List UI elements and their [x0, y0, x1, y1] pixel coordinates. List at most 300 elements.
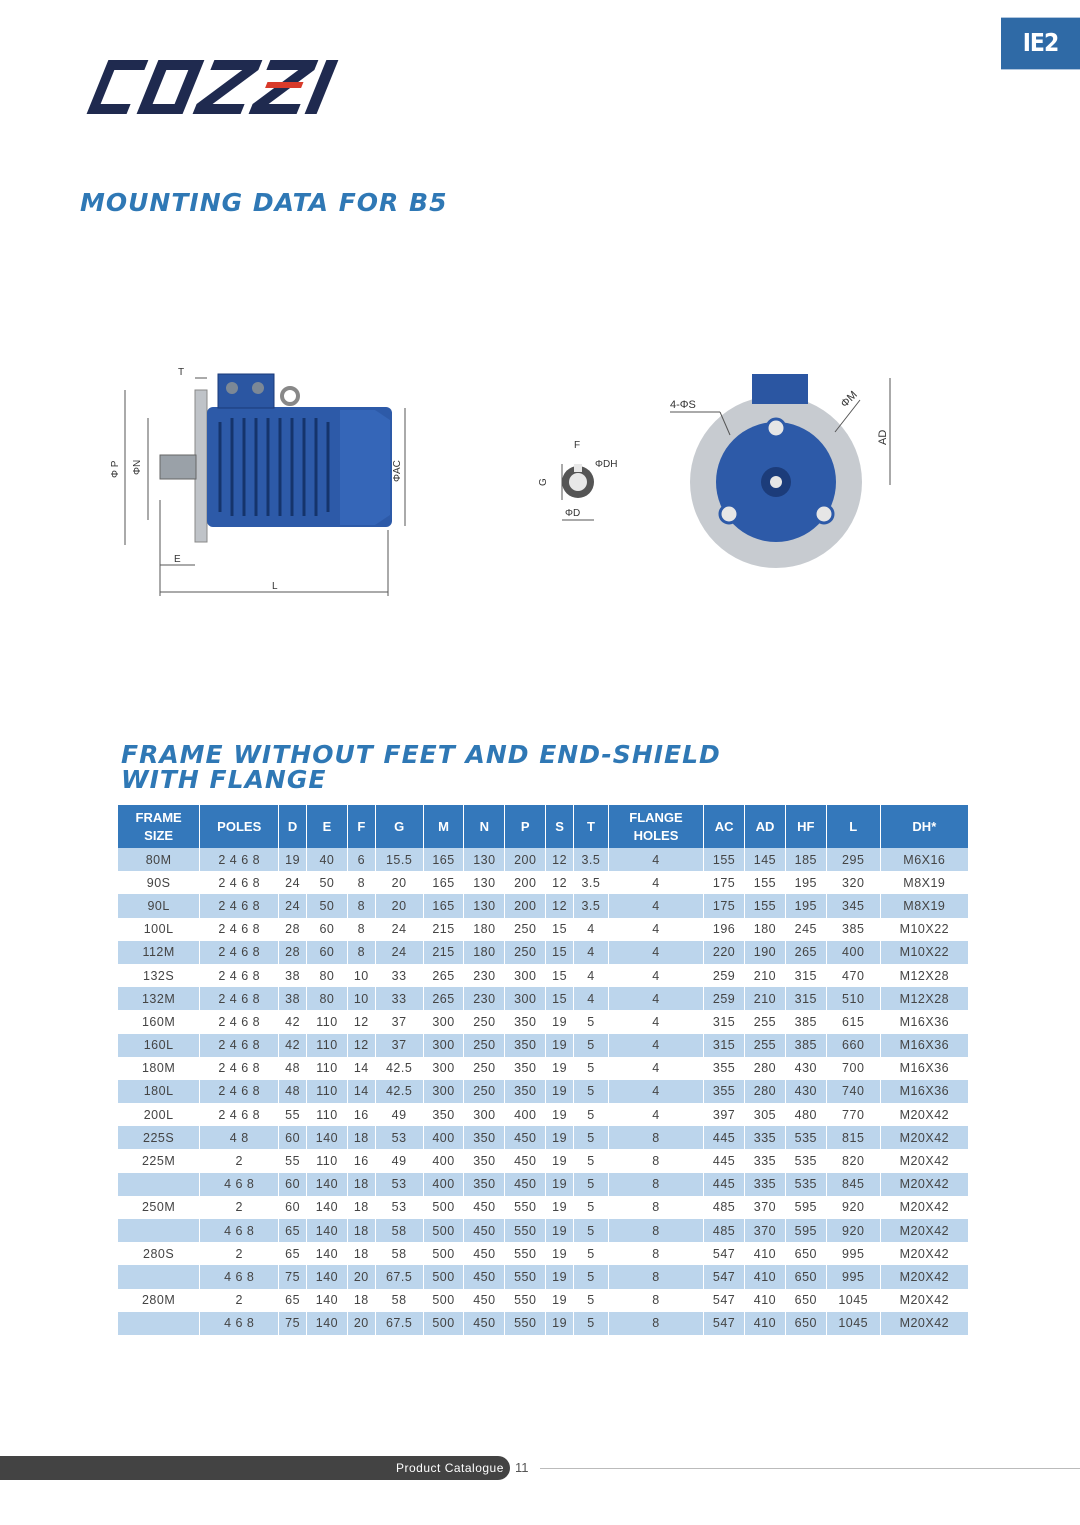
table-cell: 2 4 6 8 — [200, 918, 279, 941]
table-cell: 16 — [347, 1149, 375, 1172]
table-cell: 145 — [745, 848, 786, 871]
table-row — [118, 918, 968, 941]
table-cell: 595 — [785, 1196, 826, 1219]
table-cell: 450 — [505, 1173, 546, 1196]
table-cell: 550 — [505, 1289, 546, 1312]
table-cell: 180 — [464, 918, 505, 941]
table-cell: 5 — [574, 1219, 609, 1242]
table-cell: 350 — [464, 1126, 505, 1149]
table-cell: 485 — [704, 1196, 745, 1219]
cozzi-logo — [80, 56, 360, 118]
table-cell: 510 — [826, 987, 880, 1010]
table-cell: 48 — [279, 1080, 307, 1103]
table-cell: 19 — [546, 1149, 574, 1172]
table-cell: 130 — [464, 848, 505, 871]
table-cell: 845 — [826, 1173, 880, 1196]
table-cell: 8 — [347, 941, 375, 964]
table-cell: 65 — [279, 1242, 307, 1265]
table-cell: 90S — [146, 875, 171, 890]
table-cell: M20X42 — [880, 1242, 968, 1265]
table-cell: 650 — [785, 1312, 826, 1335]
table-cell: M20X42 — [880, 1265, 968, 1288]
table-cell: 18 — [347, 1173, 375, 1196]
table-cell: 215 — [423, 918, 464, 941]
table-cell: 355 — [704, 1057, 745, 1080]
table-cell: 132S — [143, 968, 175, 983]
table-cell: 300 — [423, 1010, 464, 1033]
table-cell: 410 — [745, 1312, 786, 1335]
table-cell: 2 4 6 8 — [200, 1010, 279, 1033]
table-cell: 110 — [307, 1149, 348, 1172]
table-cell: 920 — [826, 1219, 880, 1242]
table-cell: 385 — [785, 1034, 826, 1057]
table-cell: 2 4 6 8 — [200, 1103, 279, 1126]
table-cell: 38 — [279, 964, 307, 987]
table-cell: 3.5 — [574, 871, 609, 894]
table-cell: 995 — [826, 1242, 880, 1265]
table-cell: 500 — [423, 1242, 464, 1265]
svg-text:ΦD: ΦD — [565, 508, 581, 519]
table-cell: 40 — [307, 848, 348, 871]
table-row — [118, 1173, 968, 1196]
table-cell: 28 — [279, 918, 307, 941]
table-cell: 230 — [464, 964, 505, 987]
table-cell: 4 — [574, 918, 609, 941]
table-cell: M16X36 — [880, 1034, 968, 1057]
table-cell: 2 4 6 8 — [200, 848, 279, 871]
table-cell: 550 — [505, 1242, 546, 1265]
table-cell: 20 — [375, 894, 423, 917]
table-cell: 58 — [375, 1219, 423, 1242]
table-row — [118, 1126, 968, 1149]
table-cell: 2 4 6 8 — [200, 1080, 279, 1103]
table-cell: 75 — [279, 1312, 307, 1335]
table-cell: M20X42 — [880, 1173, 968, 1196]
table-cell: 350 — [505, 1057, 546, 1080]
table-cell: 335 — [745, 1149, 786, 1172]
table-cell: 67.5 — [375, 1265, 423, 1288]
table-cell: 5 — [574, 1126, 609, 1149]
table-cell: M16X36 — [880, 1057, 968, 1080]
table-cell: 547 — [704, 1242, 745, 1265]
table-cell: 5 — [574, 1265, 609, 1288]
table-cell: 12 — [546, 848, 574, 871]
table-row — [118, 1312, 968, 1335]
table-cell: 480 — [785, 1103, 826, 1126]
table-cell: 90L — [118, 894, 200, 917]
table-cell: 650 — [785, 1289, 826, 1312]
table-cell: M6X16 — [880, 848, 968, 871]
table-cell: 250 — [464, 1080, 505, 1103]
table-cell: 5 — [574, 1034, 609, 1057]
table-row — [118, 1265, 968, 1288]
table-cell: 400 — [826, 941, 880, 964]
column-header: AD — [745, 805, 786, 848]
table-cell: 19 — [546, 1196, 574, 1219]
table-cell: 65 — [279, 1219, 307, 1242]
table-cell: 15.5 — [375, 848, 423, 871]
table-cell: 6 — [347, 848, 375, 871]
table-cell: 180L — [118, 1080, 200, 1103]
table-cell: 155 — [704, 848, 745, 871]
table-cell: 18 — [347, 1289, 375, 1312]
table-cell: 815 — [826, 1126, 880, 1149]
table-row — [118, 1080, 968, 1103]
table-cell: 8 — [608, 1219, 703, 1242]
table-cell: 5 — [574, 1010, 609, 1033]
table-cell: 3.5 — [574, 848, 609, 871]
table-cell: 15 — [546, 941, 574, 964]
table-cell: 1045 — [826, 1289, 880, 1312]
table-cell: 250 — [464, 1010, 505, 1033]
table-cell: 33 — [375, 964, 423, 987]
table-cell: 60 — [279, 1173, 307, 1196]
table-cell: 535 — [785, 1149, 826, 1172]
table-cell: 24 — [279, 871, 307, 894]
column-header: AC — [704, 805, 745, 848]
table-cell: 4 — [574, 941, 609, 964]
column-header: HF — [785, 805, 826, 848]
table-cell: 19 — [279, 848, 307, 871]
table-cell: 50 — [307, 894, 348, 917]
table-cell: 49 — [375, 1149, 423, 1172]
table-cell: 2 4 6 8 — [200, 1057, 279, 1080]
table-cell: 4 — [608, 1057, 703, 1080]
table-cell: 200 — [505, 871, 546, 894]
ie2-badge: IE2 — [1001, 18, 1080, 70]
table-cell: M20X42 — [880, 1312, 968, 1335]
table-cell: 10 — [347, 987, 375, 1010]
table-cell: 5 — [574, 1312, 609, 1335]
table-cell: 19 — [546, 1242, 574, 1265]
table-cell: 80 — [307, 987, 348, 1010]
table-cell: 445 — [704, 1126, 745, 1149]
table-cell: 8 — [608, 1126, 703, 1149]
table-cell: 485 — [704, 1219, 745, 1242]
table-cell — [118, 1265, 200, 1288]
footer-divider — [540, 1468, 1080, 1469]
table-cell: 38 — [279, 987, 307, 1010]
table-cell: 19 — [546, 1034, 574, 1057]
table-cell: M16X36 — [880, 1010, 968, 1033]
table-cell: M20X42 — [880, 1219, 968, 1242]
table-cell: M12X28 — [880, 987, 968, 1010]
table-cell: 2 — [200, 1149, 279, 1172]
table-cell: 12 — [546, 894, 574, 917]
table-cell: 15 — [546, 987, 574, 1010]
table-cell: 37 — [375, 1034, 423, 1057]
table-cell: 18 — [347, 1126, 375, 1149]
table-cell: 112M — [118, 941, 200, 964]
column-header: FRAME SIZE — [118, 805, 200, 848]
table-cell: 920 — [826, 1196, 880, 1219]
table-cell: 315 — [785, 964, 826, 987]
table-cell: M10X22 — [880, 918, 968, 941]
table-cell: 20 — [375, 871, 423, 894]
column-header: E — [307, 805, 348, 848]
table-cell: 10 — [347, 964, 375, 987]
svg-text:Φ P: Φ P — [110, 460, 121, 478]
table-cell: 350 — [464, 1149, 505, 1172]
table-cell: 370 — [745, 1219, 786, 1242]
table-cell: 18 — [347, 1196, 375, 1219]
table-row — [118, 1010, 968, 1033]
table-row — [118, 941, 968, 964]
table-cell: 300 — [423, 1034, 464, 1057]
svg-text:AD: AD — [877, 429, 889, 445]
table-cell: 255 — [745, 1010, 786, 1033]
table-cell: 180 — [745, 918, 786, 941]
table-cell: 19 — [546, 1173, 574, 1196]
table-cell: 350 — [464, 1173, 505, 1196]
table-cell: 2 — [200, 1289, 279, 1312]
table-cell: 280 — [745, 1080, 786, 1103]
table-cell: 19 — [546, 1010, 574, 1033]
table-cell: 4 — [574, 964, 609, 987]
table-cell: 280M — [141, 1293, 176, 1308]
table-cell: 4 — [608, 1103, 703, 1126]
table-cell: 220 — [704, 941, 745, 964]
table-cell: 400 — [423, 1173, 464, 1196]
table-header-row — [118, 805, 968, 848]
table-cell: 320 — [826, 871, 880, 894]
table-cell: 58 — [375, 1289, 423, 1312]
table-row — [118, 987, 968, 1010]
table-cell: 130 — [464, 871, 505, 894]
table-cell: 350 — [505, 1034, 546, 1057]
table-cell: 12 — [347, 1034, 375, 1057]
table-cell: 24 — [279, 894, 307, 917]
table-cell: 165 — [423, 848, 464, 871]
table-cell: 195 — [785, 894, 826, 917]
table-cell: 42 — [279, 1034, 307, 1057]
frame-title-line2: WITH FLANGE — [121, 765, 327, 794]
table-cell: 445 — [704, 1149, 745, 1172]
logo-text: COZZI — [80, 116, 83, 117]
table-cell: 250 — [464, 1057, 505, 1080]
table-cell: 140 — [307, 1126, 348, 1149]
column-header: L — [826, 805, 880, 848]
table-cell: 700 — [826, 1057, 880, 1080]
table-cell: 770 — [826, 1103, 880, 1126]
table-cell: 14 — [347, 1080, 375, 1103]
table-cell: 250 — [505, 941, 546, 964]
column-header: G — [375, 805, 423, 848]
table-cell: 400 — [423, 1126, 464, 1149]
table-cell: 595 — [785, 1219, 826, 1242]
table-cell: 14 — [347, 1057, 375, 1080]
table-cell: 355 — [704, 1080, 745, 1103]
table-cell: 185 — [785, 848, 826, 871]
table-cell: 2 4 6 8 — [200, 964, 279, 987]
table-cell: 18 — [347, 1219, 375, 1242]
table-cell: 20 — [347, 1265, 375, 1288]
table-cell: 4 6 8 — [200, 1219, 279, 1242]
table-cell: 4 — [608, 1034, 703, 1057]
table-cell: 132M — [118, 987, 200, 1010]
frame-title — [121, 742, 721, 792]
table-cell: 300 — [505, 964, 546, 987]
table-cell: 500 — [423, 1312, 464, 1335]
table-cell: 8 — [608, 1149, 703, 1172]
table-cell: 250 — [505, 918, 546, 941]
table-cell: 19 — [546, 1103, 574, 1126]
table-cell: 265 — [785, 941, 826, 964]
table-cell: 42 — [279, 1010, 307, 1033]
table-cell: 12 — [347, 1010, 375, 1033]
table-row — [118, 1196, 968, 1219]
table-cell: 155 — [745, 894, 786, 917]
table-cell: M20X42 — [880, 1126, 968, 1149]
table-cell: 19 — [546, 1126, 574, 1149]
table-row — [118, 1057, 968, 1080]
table-cell: 820 — [826, 1149, 880, 1172]
table-cell: 547 — [704, 1265, 745, 1288]
table-cell: 5 — [574, 1057, 609, 1080]
table-cell: 4 8 — [200, 1126, 279, 1149]
table-cell: 210 — [745, 964, 786, 987]
table-cell: 740 — [826, 1080, 880, 1103]
motor-side-view — [160, 374, 392, 542]
table-cell: 265 — [423, 964, 464, 987]
mounting-data-table — [118, 805, 968, 1335]
table-cell: 259 — [704, 964, 745, 987]
table-cell: 250M — [141, 1200, 176, 1215]
table-cell: 200 — [505, 894, 546, 917]
table-cell: 500 — [423, 1196, 464, 1219]
table-cell: 470 — [826, 964, 880, 987]
svg-text:T: T — [178, 367, 185, 378]
table-cell: 15 — [546, 964, 574, 987]
table-cell: 24 — [375, 918, 423, 941]
table-cell: 410 — [745, 1242, 786, 1265]
table-row — [118, 848, 968, 871]
table-cell: 165 — [423, 871, 464, 894]
column-header: M — [423, 805, 464, 848]
table-cell: 500 — [423, 1265, 464, 1288]
table-cell: 15 — [546, 918, 574, 941]
table-cell: 280S — [143, 1246, 175, 1261]
table-cell: M20X42 — [880, 1103, 968, 1126]
table-cell: 2 — [200, 1196, 279, 1219]
svg-text:ΦAC: ΦAC — [392, 460, 403, 482]
table-cell: 4 — [608, 848, 703, 871]
table-cell: 65 — [279, 1289, 307, 1312]
table-cell: 60 — [307, 918, 348, 941]
table-cell: 995 — [826, 1265, 880, 1288]
table-cell: 450 — [464, 1242, 505, 1265]
svg-text:ΦDH: ΦDH — [595, 459, 618, 470]
table-row — [118, 894, 968, 917]
table-cell: 250 — [464, 1034, 505, 1057]
table-cell: 5 — [574, 1289, 609, 1312]
table-cell: 24 — [375, 941, 423, 964]
table-cell: 55 — [279, 1149, 307, 1172]
table-cell: 350 — [505, 1080, 546, 1103]
table-row — [118, 1149, 968, 1172]
table-cell: 80M — [118, 848, 200, 871]
table-cell: 2 4 6 8 — [200, 941, 279, 964]
table-cell: 18 — [347, 1242, 375, 1265]
svg-text:4-ΦS: 4-ΦS — [670, 399, 696, 411]
table-cell: 19 — [546, 1265, 574, 1288]
table-cell: 58 — [375, 1242, 423, 1265]
table-row — [118, 1289, 968, 1312]
column-header: D — [279, 805, 307, 848]
svg-text:ΦN: ΦN — [132, 459, 143, 475]
table-cell: 140 — [307, 1289, 348, 1312]
table-cell: 295 — [826, 848, 880, 871]
table-cell: 160M — [141, 1014, 176, 1029]
table-cell: 335 — [745, 1173, 786, 1196]
table-cell: 535 — [785, 1126, 826, 1149]
table-cell: 300 — [464, 1103, 505, 1126]
table-cell: 140 — [307, 1173, 348, 1196]
table-cell: 500 — [423, 1219, 464, 1242]
column-header: P — [505, 805, 546, 848]
table-cell: 4 — [608, 871, 703, 894]
table-cell: M20X42 — [880, 1196, 968, 1219]
table-row — [118, 871, 968, 894]
table-cell: 180M — [141, 1061, 176, 1076]
table-cell: 259 — [704, 987, 745, 1010]
column-header: F — [347, 805, 375, 848]
table-row — [118, 1242, 968, 1265]
table-cell: 225S — [118, 1126, 200, 1149]
svg-text:G: G — [538, 478, 549, 486]
table-cell: M8X19 — [880, 871, 968, 894]
table-cell: 4 — [608, 987, 703, 1010]
table-cell: 300 — [505, 987, 546, 1010]
table-cell: 315 — [704, 1034, 745, 1057]
table-cell: 550 — [505, 1196, 546, 1219]
table-cell: 225M — [141, 1154, 176, 1169]
table-cell: 8 — [608, 1289, 703, 1312]
table-cell: 37 — [375, 1010, 423, 1033]
table-cell: 500 — [423, 1289, 464, 1312]
column-header: FLANGE HOLES — [608, 805, 703, 848]
table-cell: 33 — [375, 987, 423, 1010]
table-cell: M12X28 — [880, 964, 968, 987]
table-cell: 300 — [423, 1057, 464, 1080]
table-cell: 450 — [464, 1219, 505, 1242]
table-cell: 19 — [546, 1219, 574, 1242]
table-cell: 140 — [307, 1219, 348, 1242]
table-cell: 265 — [423, 987, 464, 1010]
table-cell: 535 — [785, 1173, 826, 1196]
table-cell: 130 — [464, 894, 505, 917]
table-cell: 4 — [574, 987, 609, 1010]
table-cell: 8 — [347, 871, 375, 894]
flange-front-view — [670, 374, 890, 568]
table-cell: 100L — [143, 922, 174, 937]
table-cell: 4 6 8 — [200, 1312, 279, 1335]
table-cell: 8 — [347, 894, 375, 917]
table-cell: 4 6 8 — [200, 1265, 279, 1288]
table-cell: 53 — [375, 1126, 423, 1149]
table-cell: 230 — [464, 987, 505, 1010]
table-cell: 2 4 6 8 — [200, 871, 279, 894]
table-cell: 53 — [375, 1196, 423, 1219]
table-cell: 48 — [279, 1057, 307, 1080]
table-cell: 190 — [745, 941, 786, 964]
table-cell: 180 — [464, 941, 505, 964]
table-cell: 5 — [574, 1242, 609, 1265]
table-cell: 385 — [785, 1010, 826, 1033]
table-cell: 650 — [785, 1265, 826, 1288]
table-cell: 60 — [307, 941, 348, 964]
table-cell: 140 — [307, 1196, 348, 1219]
